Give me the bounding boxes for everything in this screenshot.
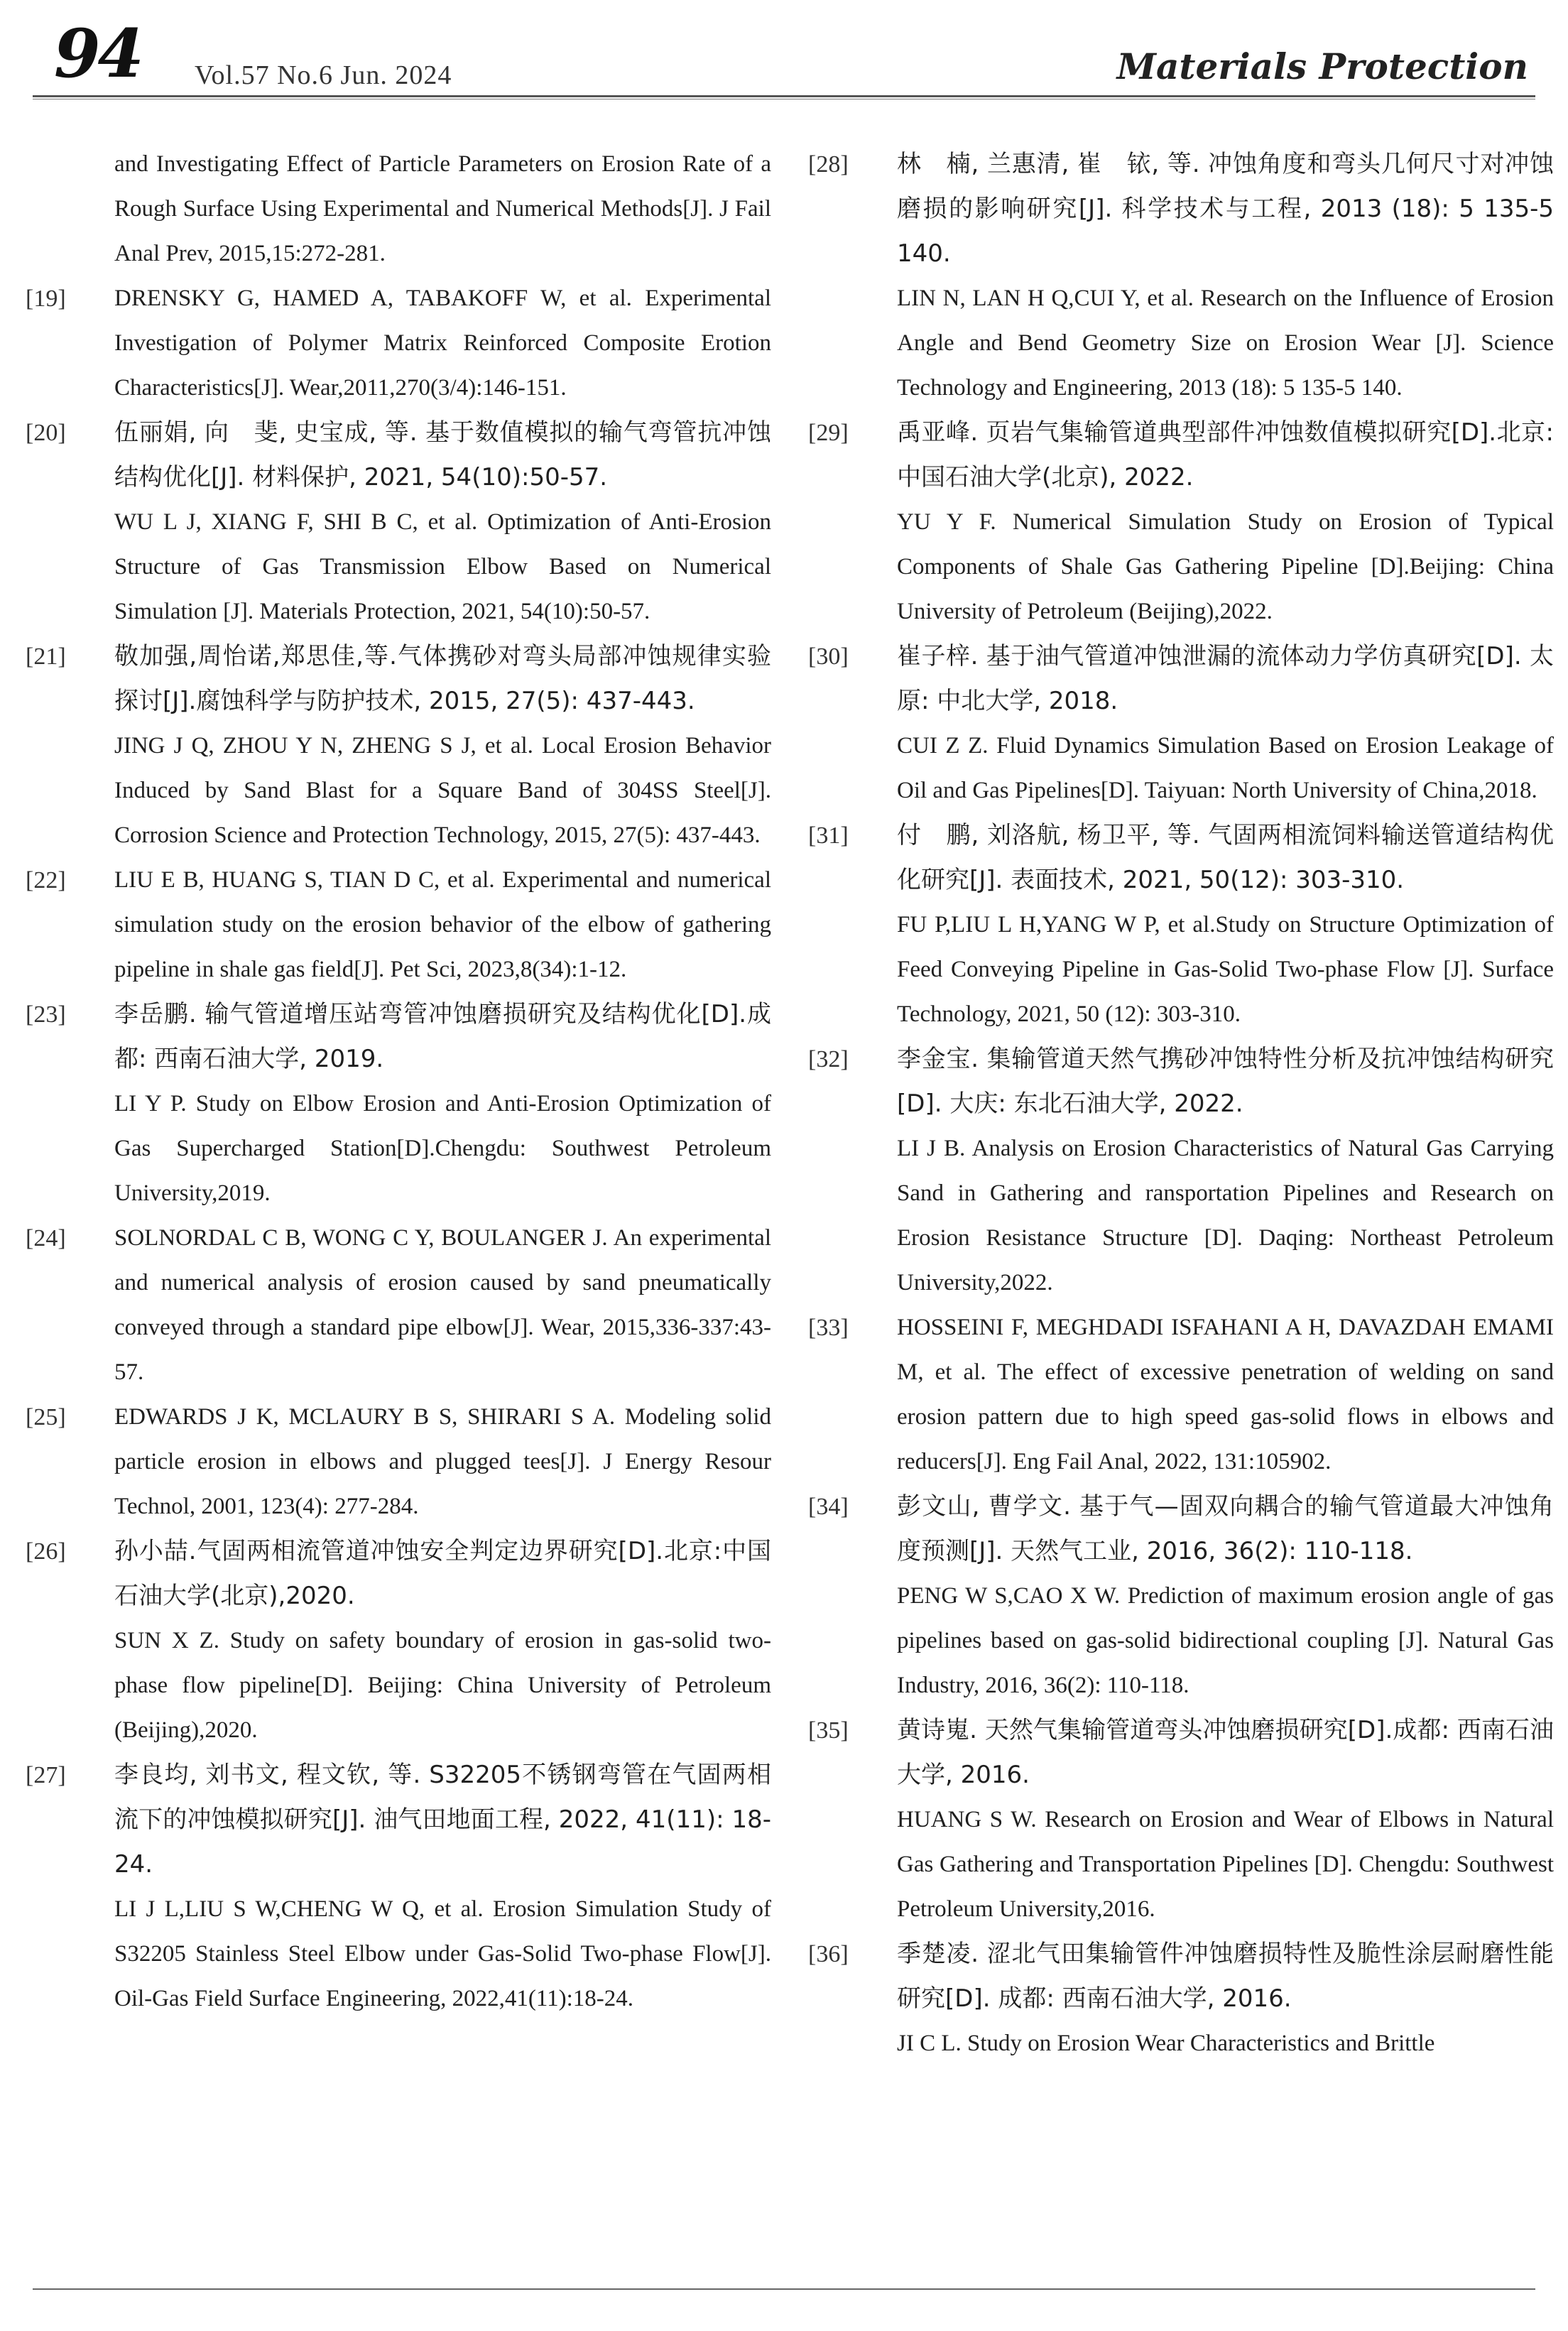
reference-number: [33] bbox=[808, 1315, 849, 1341]
reference-text-english: JI C L. Study on Erosion Wear Characteristics and Brittle bbox=[897, 2031, 1435, 2056]
reference-entry bbox=[808, 1037, 1554, 1305]
reference-text-english: WU L J, XIANG F, SHI B C, et al. Optimization of Anti-Erosion Structure of Gas Transmission Elbow Based on Numerical Simulation [J]. Materials Protection, 2021, 54(10):50-57. bbox=[114, 509, 771, 624]
reference-text-english: SOLNORDAL C B, WONG C Y, BOULANGER J. An experimental and numerical analysis of erosion caused by sand pneumatically conveyed through a standard pipe elbow[J]. Wear, 2015,336-337:43-57. bbox=[114, 1225, 771, 1385]
reference-text-english: EDWARDS J K, MCLAURY B S, SHIRARI S A. Modeling solid particle erosion in elbows and plugged tees[J]. J Energy Resour Technol, 2001, 123(4): 277-284. bbox=[114, 1404, 771, 1519]
reference-number: [23] bbox=[26, 1001, 66, 1028]
reference-entry bbox=[808, 1484, 1554, 1708]
reference-text-english: LI J B. Analysis on Erosion Characteristics of Natural Gas Carrying Sand in Gathering and ransportation Pipelines and Research on Erosion Resistance Structure [D]. Daqing: Northeast Petroleum University,2022. bbox=[897, 1136, 1554, 1295]
reference-text-chinese: 崔子梓. 基于油气管道冲蚀泄漏的流体动力学仿真研究[D]. 太原: 中北大学, 2018. bbox=[897, 642, 1554, 715]
reference-text-english: LI J L,LIU S W,CHENG W Q, et al. Erosion Simulation Study of S32205 Stainless Steel Elbow under Gas-Solid Two-phase Flow[J]. Oil-Gas Field Surface Engineering, 2022,41(11):18-24. bbox=[114, 1896, 771, 2011]
reference-text-english: JING J Q, ZHOU Y N, ZHENG S J, et al. Local Erosion Behavior Induced by Sand Blast for a Square Band of 304SS Steel[J]. Corrosion Science and Protection Technology, 2015, 27(5): 437-443. bbox=[114, 733, 771, 848]
reference-number: [24] bbox=[26, 1225, 66, 1251]
reference-entry bbox=[26, 1753, 771, 2021]
reference-text-chinese: 付 鹏, 刘洛航, 杨卫平, 等. 气固两相流饲料输送管道结构优化研究[J]. 表面技术, 2021, 50(12): 303-310. bbox=[897, 821, 1554, 894]
reference-entry bbox=[808, 411, 1554, 634]
volume-info: Vol.57 No.6 Jun. 2024 bbox=[195, 60, 452, 90]
reference-text-english: HOSSEINI F, MEGHDADI ISFAHANI A H, DAVAZDAH EMAMI M, et al. The effect of excessive penetration of welding on sand erosion pattern due to high speed gas-solid flows in elbows and reducers[J]. Eng Fail Anal, 2022, 131:105902. bbox=[897, 1315, 1554, 1474]
reference-text-english: DRENSKY G, HAMED A, TABAKOFF W, et al. Experimental Investigation of Polymer Matrix Reinforced Composite Erotion Characteristics[J]. Wear,2011,270(3/4):146-151. bbox=[114, 286, 771, 401]
header-rule bbox=[33, 95, 1535, 97]
reference-number: [19] bbox=[26, 286, 66, 312]
reference-entry bbox=[26, 634, 771, 858]
reference-text-english: CUI Z Z. Fluid Dynamics Simulation Based on Erosion Leakage of Oil and Gas Pipelines[D]. Taiyuan: North University of China,2018. bbox=[897, 733, 1554, 803]
reference-text-chinese: 李良均, 刘书文, 程文钦, 等. S32205不锈钢弯管在气固两相流下的冲蚀模拟研究[J]. 油气田地面工程, 2022, 41(11): 18-24. bbox=[114, 1761, 771, 1879]
reference-text-english: and Investigating Effect of Particle Parameters on Erosion Rate of a Rough Surface Using Experimental and Numerical Methods[J]. J Fail Anal Prev, 2015,15:272-281. bbox=[114, 151, 771, 266]
reference-text-chinese: 李金宝. 集输管道天然气携砂冲蚀特性分析及抗冲蚀结构研究[D]. 大庆: 东北石油大学, 2022. bbox=[897, 1045, 1554, 1118]
reference-text-chinese: 季楚凌. 涩北气田集输管件冲蚀磨损特性及脆性涂层耐磨性能研究[D]. 成都: 西南石油大学, 2016. bbox=[897, 1940, 1554, 2013]
reference-number: [35] bbox=[808, 1717, 849, 1744]
reference-text-english: LIN N, LAN H Q,CUI Y, et al. Research on the Influence of Erosion Angle and Bend Geometry Size on Erosion Wear [J]. Science Technology and Engineering, 2013 (18): 5 135-5 140. bbox=[897, 286, 1554, 401]
reference-entry bbox=[808, 1932, 1554, 2066]
reference-number: [36] bbox=[808, 1941, 849, 1967]
reference-text-chinese: 禹亚峰. 页岩气集输管道典型部件冲蚀数值模拟研究[D].北京: 中国石油大学(北京), 2022. bbox=[897, 418, 1554, 491]
reference-text-english: LIU E B, HUANG S, TIAN D C, et al. Experimental and numerical simulation study on the erosion behavior of the elbow of gathering pipeline in shale gas field[J]. Pet Sci, 2023,8(34):1-12. bbox=[114, 867, 771, 982]
page-number: 94 bbox=[54, 15, 141, 93]
reference-text-english: LI Y P. Study on Elbow Erosion and Anti-Erosion Optimization of Gas Supercharged Station[D].Chengdu: Southwest Petroleum University,2019. bbox=[114, 1091, 771, 1206]
reference-text-chinese: 孙小喆.气固两相流管道冲蚀安全判定边界研究[D].北京:中国石油大学(北京),2020. bbox=[114, 1537, 771, 1610]
reference-number: [21] bbox=[26, 643, 66, 670]
reference-number: [20] bbox=[26, 420, 66, 446]
reference-column-left bbox=[26, 142, 771, 2021]
reference-text-english: HUANG S W. Research on Erosion and Wear of Elbows in Natural Gas Gathering and Transportation Pipelines [D]. Chengdu: Southwest Petroleum University,2016. bbox=[897, 1807, 1554, 1922]
reference-entry bbox=[26, 411, 771, 634]
reference-text-chinese: 敬加强,周怡诺,郑思佳,等.气体携砂对弯头局部冲蚀规律实验探讨[J].腐蚀科学与防护技术, 2015, 27(5): 437-443. bbox=[114, 642, 771, 715]
reference-text-chinese: 伍丽娟, 向 斐, 史宝成, 等. 基于数值模拟的输气弯管抗冲蚀结构优化[J]. 材料保护, 2021, 54(10):50-57. bbox=[114, 418, 771, 491]
reference-text-chinese: 李岳鹏. 输气管道增压站弯管冲蚀磨损研究及结构优化[D].成都: 西南石油大学, 2019. bbox=[114, 1000, 771, 1073]
journal-name: Materials Protection bbox=[1116, 45, 1528, 87]
reference-text-chinese: 林 楠, 兰惠清, 崔 铱, 等. 冲蚀角度和弯头几何尺寸对冲蚀磨损的影响研究[J]. 科学技术与工程, 2013 (18): 5 135-5 140. bbox=[897, 150, 1554, 268]
reference-entry bbox=[808, 634, 1554, 813]
reference-number: [34] bbox=[808, 1494, 849, 1520]
reference-entry bbox=[26, 276, 771, 411]
reference-entry bbox=[808, 142, 1554, 411]
reference-entry bbox=[26, 1395, 771, 1529]
reference-column-right bbox=[808, 142, 1554, 2066]
page-header bbox=[33, 15, 1535, 93]
footer-rule bbox=[33, 2288, 1535, 2290]
reference-entry bbox=[26, 858, 771, 992]
reference-text-english: FU P,LIU L H,YANG W P, et al.Study on Structure Optimization of Feed Conveying Pipeline in Gas-Solid Two-phase Flow [J]. Surface Technology, 2021, 50 (12): 303-310. bbox=[897, 912, 1554, 1027]
reference-number: [22] bbox=[26, 867, 66, 893]
reference-entry bbox=[808, 1708, 1554, 1932]
reference-number: [27] bbox=[26, 1762, 66, 1788]
reference-entry bbox=[26, 142, 771, 276]
reference-entry bbox=[808, 1305, 1554, 1484]
reference-number: [26] bbox=[26, 1538, 66, 1565]
reference-entry bbox=[26, 992, 771, 1216]
reference-text-chinese: 黄诗嵬. 天然气集输管道弯头冲蚀磨损研究[D].成都: 西南石油大学, 2016. bbox=[897, 1716, 1554, 1789]
reference-text-english: SUN X Z. Study on safety boundary of erosion in gas-solid two-phase flow pipeline[D]. Beijing: China University of Petroleum (Beijing),2020. bbox=[114, 1628, 771, 1743]
reference-number: [28] bbox=[808, 151, 849, 178]
reference-number: [29] bbox=[808, 420, 849, 446]
reference-number: [30] bbox=[808, 643, 849, 670]
reference-text-english: PENG W S,CAO X W. Prediction of maximum erosion angle of gas pipelines based on gas-solid bidirectional coupling [J]. Natural Gas Industry, 2016, 36(2): 110-118. bbox=[897, 1583, 1554, 1698]
reference-number: [25] bbox=[26, 1404, 66, 1430]
reference-text-english: YU Y F. Numerical Simulation Study on Erosion of Typical Components of Shale Gas Gathering Pipeline [D].Beijing: China University of Petroleum (Beijing),2022. bbox=[897, 509, 1554, 624]
reference-entry bbox=[26, 1529, 771, 1753]
reference-text-chinese: 彭文山, 曹学文. 基于气—固双向耦合的输气管道最大冲蚀角度预测[J]. 天然气工业, 2016, 36(2): 110-118. bbox=[897, 1492, 1554, 1565]
reference-entry bbox=[26, 1216, 771, 1395]
reference-entry bbox=[808, 813, 1554, 1037]
reference-number: [32] bbox=[808, 1046, 849, 1072]
reference-number: [31] bbox=[808, 822, 849, 849]
